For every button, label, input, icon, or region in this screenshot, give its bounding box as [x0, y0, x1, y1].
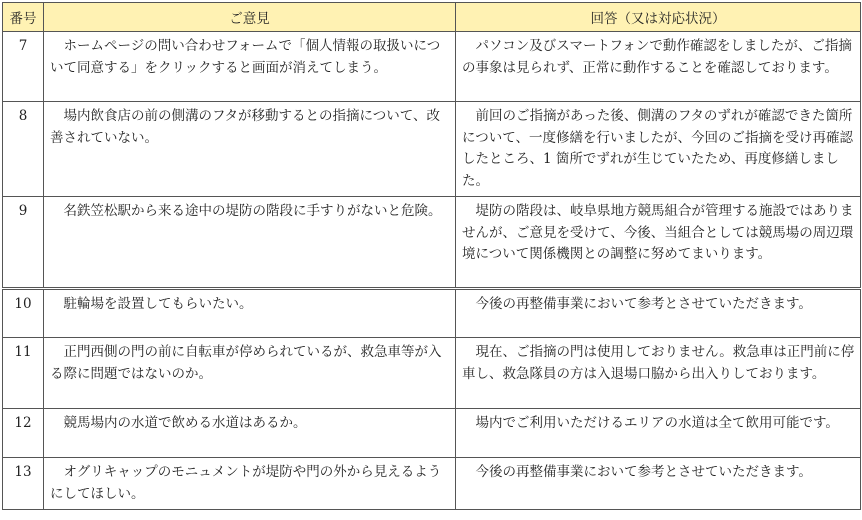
- answer-text: 今後の再整備事業において参考とさせていただきます。: [475, 464, 812, 480]
- header-row: [3, 3, 861, 32]
- table-row: [3, 338, 861, 409]
- answer-cell: [456, 409, 861, 458]
- answer-cell: [456, 32, 861, 102]
- header-answer: 回答（又は対応状況）: [456, 3, 861, 32]
- opinion-text: 正門西側の門の前に自転車が停められているが、救急車等が入る際に問題ではないのか。: [50, 344, 442, 382]
- answer-text: パソコン及びスマートフォンで動作確認をしましたが、ご指摘の事象は見られず、正常に動作することを確認しております。: [462, 38, 852, 76]
- table-row: [3, 409, 861, 458]
- table-row: [3, 32, 861, 102]
- opinion-text: 競馬場内の水道で飲める水道はあるか。: [63, 415, 307, 431]
- opinion-text: 場内飲食店の前の側溝のフタが移動するとの指摘について、改善されていない。: [50, 108, 441, 146]
- table-row: [3, 289, 861, 338]
- opinion-cell: [44, 409, 456, 458]
- opinion-text: 駐輪場を設置してもらいたい。: [63, 296, 253, 312]
- table-row: [3, 458, 861, 510]
- opinion-text: オグリキャップのモニュメントが堤防や門の外から見えるようにしてほしい。: [50, 464, 442, 502]
- header-number: 番号: [3, 3, 44, 32]
- row-number: 11: [3, 338, 44, 409]
- row-number: 12: [3, 409, 44, 458]
- answer-cell: [456, 102, 861, 197]
- table-row: [3, 197, 861, 289]
- table-row: [3, 102, 861, 197]
- row-number: 8: [3, 102, 44, 197]
- answer-cell: [456, 338, 861, 409]
- opinion-cell: [44, 32, 456, 102]
- opinion-text: 名鉄笠松駅から来る途中の堤防の階段に手すりがないと危険。: [63, 203, 442, 219]
- answer-cell: [456, 197, 861, 289]
- opinion-cell: [44, 458, 456, 510]
- row-number: 7: [3, 32, 44, 102]
- header-opinion: ご意見: [44, 3, 456, 32]
- answer-text: 場内でご利用いただけるエリアの水道は全て飲用可能です。: [475, 415, 839, 431]
- opinion-cell: [44, 338, 456, 409]
- opinion-cell: [44, 197, 456, 289]
- answer-cell: [456, 289, 861, 338]
- answer-text: 現在、ご指摘の門は使用しておりません。救急車は正門前に停車し、救急隊員の方は入退場口脇から出入りしております。: [462, 344, 855, 382]
- opinions-table: [2, 2, 861, 510]
- answer-text: 前回のご指摘があった後、側溝のフタのずれが確認できた箇所について、一度修繕を行いましたが、今回のご指摘を受け再確認したところ、1 箇所でずれが生じていたため、再度修繕しました。: [462, 108, 853, 189]
- row-number: 13: [3, 458, 44, 510]
- opinion-cell: [44, 102, 456, 197]
- row-number: 9: [3, 197, 44, 289]
- answer-text: 今後の再整備事業において参考とさせていただきます。: [475, 296, 812, 312]
- row-number: 10: [3, 289, 44, 338]
- opinion-cell: [44, 289, 456, 338]
- answer-cell: [456, 458, 861, 510]
- answer-text: 堤防の階段は、岐阜県地方競馬組合が管理する施設ではありませんが、ご意見を受けて、今後、当組合としては競馬場の周辺環境について関係機関との調整に努めてまいります。: [462, 203, 854, 262]
- opinion-text: ホームページの問い合わせフォームで「個人情報の取扱いについて同意する」をクリックすると画面が消えてしまう。: [50, 38, 441, 76]
